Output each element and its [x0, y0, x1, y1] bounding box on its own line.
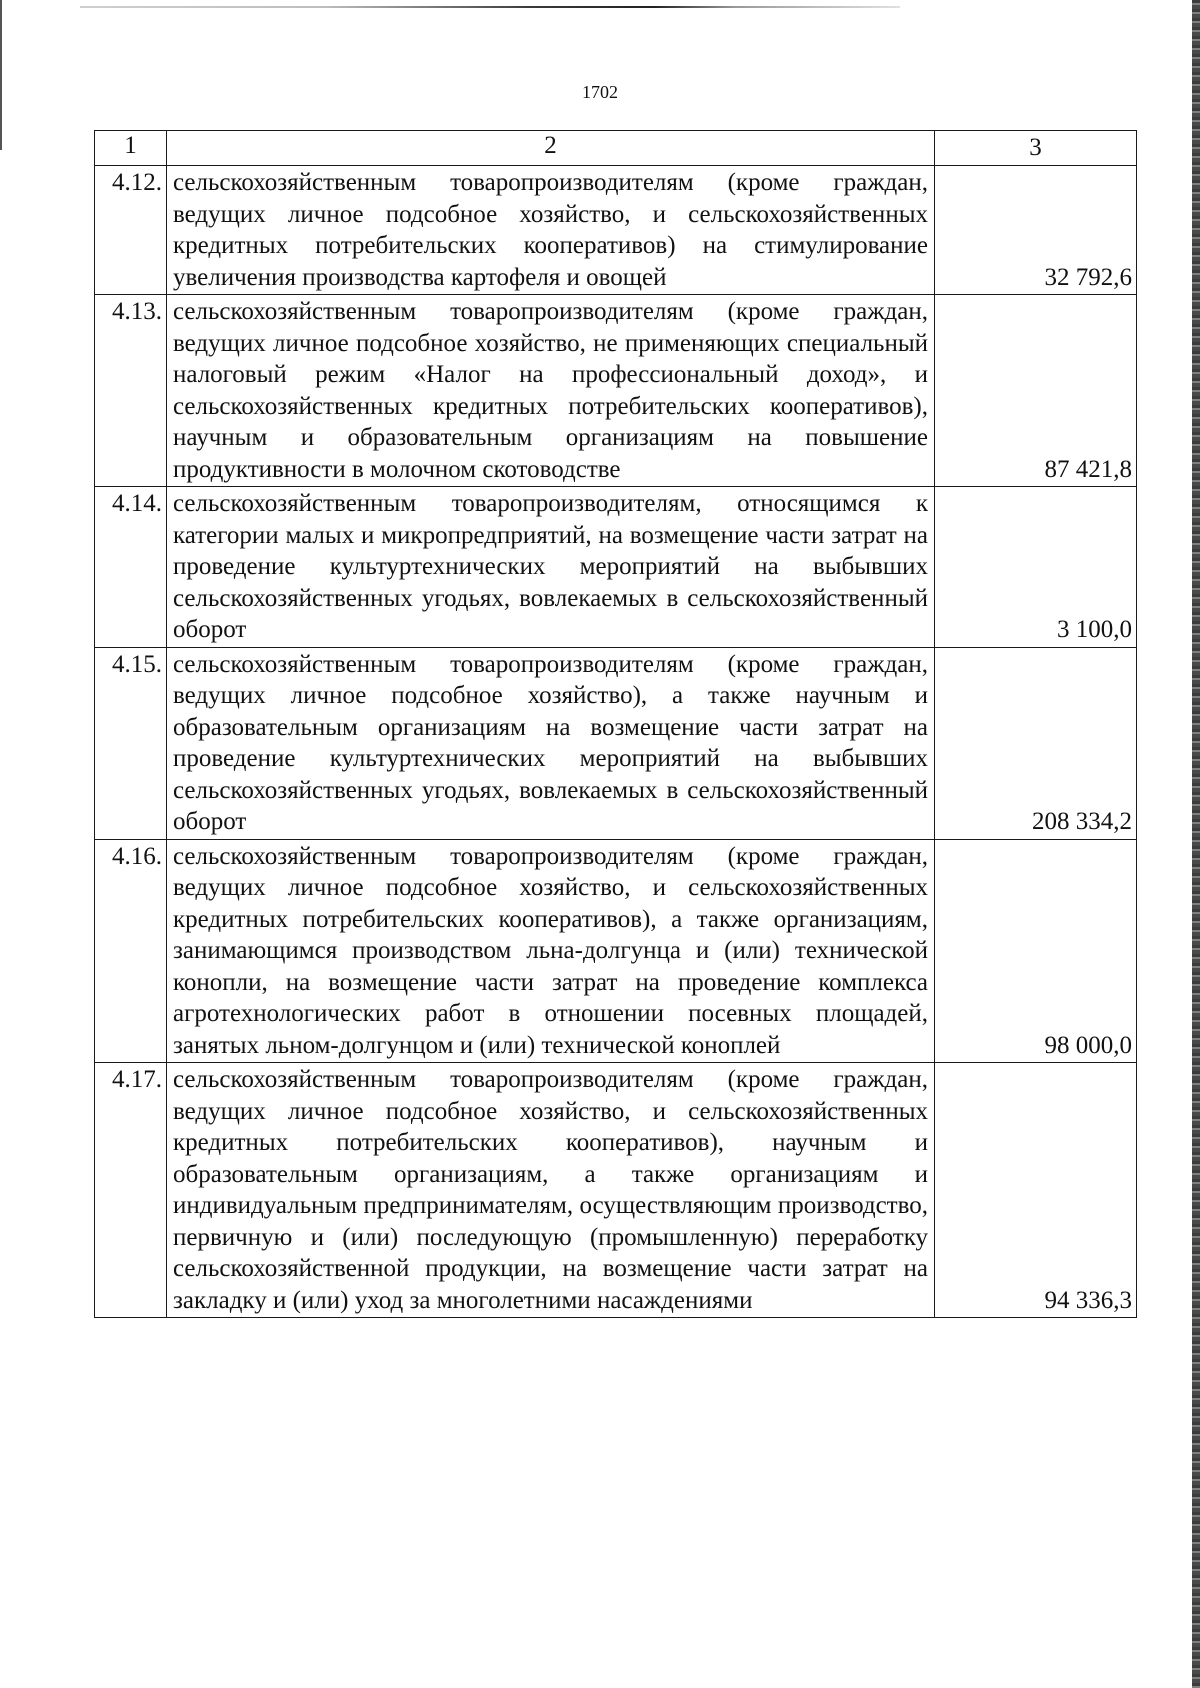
- row-number: 4.15.: [95, 647, 167, 839]
- table-row: [95, 1063, 1137, 1318]
- table-row: [95, 166, 1137, 295]
- scan-artifact-right-edge: [1192, 0, 1200, 1688]
- scan-artifact-left-edge: [0, 0, 2, 150]
- row-description: сельскохозяйственным товаропроизводителям (кроме граждан, ведущих личное подсобное хозяйство, и сельскохозяйственных кредитных потребительских кооперативов), научным и образовательным организациям, а также организациям и индивидуальным предпринимателям, осуществляющим производство, первичную и (или) последующую (промышленную) переработку сельскохозяйственной продукции, на возмещение части затрат на закладку и (или) уход за многолетними насаждениями: [167, 1063, 935, 1318]
- row-number: 4.12.: [95, 166, 167, 295]
- row-number: 4.13.: [95, 295, 167, 487]
- scan-artifact-top-line: [80, 6, 900, 8]
- row-amount: 98 000,0: [935, 839, 1137, 1063]
- table-row: [95, 839, 1137, 1063]
- row-amount: 87 421,8: [935, 295, 1137, 487]
- row-number: 4.14.: [95, 487, 167, 648]
- row-number: 4.16.: [95, 839, 167, 1063]
- row-amount: 32 792,6: [935, 166, 1137, 295]
- header-cell-number: 1: [95, 131, 167, 166]
- row-description: сельскохозяйственным товаропроизводителям (кроме граждан, ведущих личное подсобное хозяйство, не применяющих специальный налоговый режим «Налог на профессиональный доход», и сельскохозяйственных кредитных потребительских кооперативов), научным и образовательным организациям на повышение продуктивности в молочном скотоводстве: [167, 295, 935, 487]
- budget-table: [94, 130, 1137, 1318]
- table-header-row: [95, 131, 1137, 166]
- header-cell-description: 2: [167, 131, 935, 166]
- row-description: сельскохозяйственным товаропроизводителям (кроме граждан, ведущих личное подсобное хозяйство, и сельскохозяйственных кредитных потребительских кооперативов), а также организациям, занимающимся производством льна-долгунца и (или) технической конопли, на возмещение части затрат на проведение комплекса агротехнологических работ в отношении посевных площадей, занятых льном-долгунцом и (или) технической коноплей: [167, 839, 935, 1063]
- header-cell-amount: 3: [935, 131, 1137, 166]
- row-amount: 208 334,2: [935, 647, 1137, 839]
- row-number: 4.17.: [95, 1063, 167, 1318]
- page-number: 1702: [582, 82, 618, 102]
- table-row: [95, 487, 1137, 648]
- row-description: сельскохозяйственным товаропроизводителям, относящимся к категории малых и микропредприятий, на возмещение части затрат на проведение культуртехнических мероприятий на выбывших сельскохозяйственных угодьях, вовлекаемых в сельскохозяйственный оборот: [167, 487, 935, 648]
- row-amount: 94 336,3: [935, 1063, 1137, 1318]
- table-row: [95, 295, 1137, 487]
- row-description: сельскохозяйственным товаропроизводителям (кроме граждан, ведущих личное подсобное хозяйство, и сельскохозяйственных кредитных потребительских кооперативов) на стимулирование увеличения производства картофеля и овощей: [167, 166, 935, 295]
- row-amount: 3 100,0: [935, 487, 1137, 648]
- row-description: сельскохозяйственным товаропроизводителям (кроме граждан, ведущих личное подсобное хозяйство), а также научным и образовательным организациям на возмещение части затрат на проведение культуртехнических мероприятий на выбывших сельскохозяйственных угодьях, вовлекаемых в сельскохозяйственный оборот: [167, 647, 935, 839]
- table-row: [95, 647, 1137, 839]
